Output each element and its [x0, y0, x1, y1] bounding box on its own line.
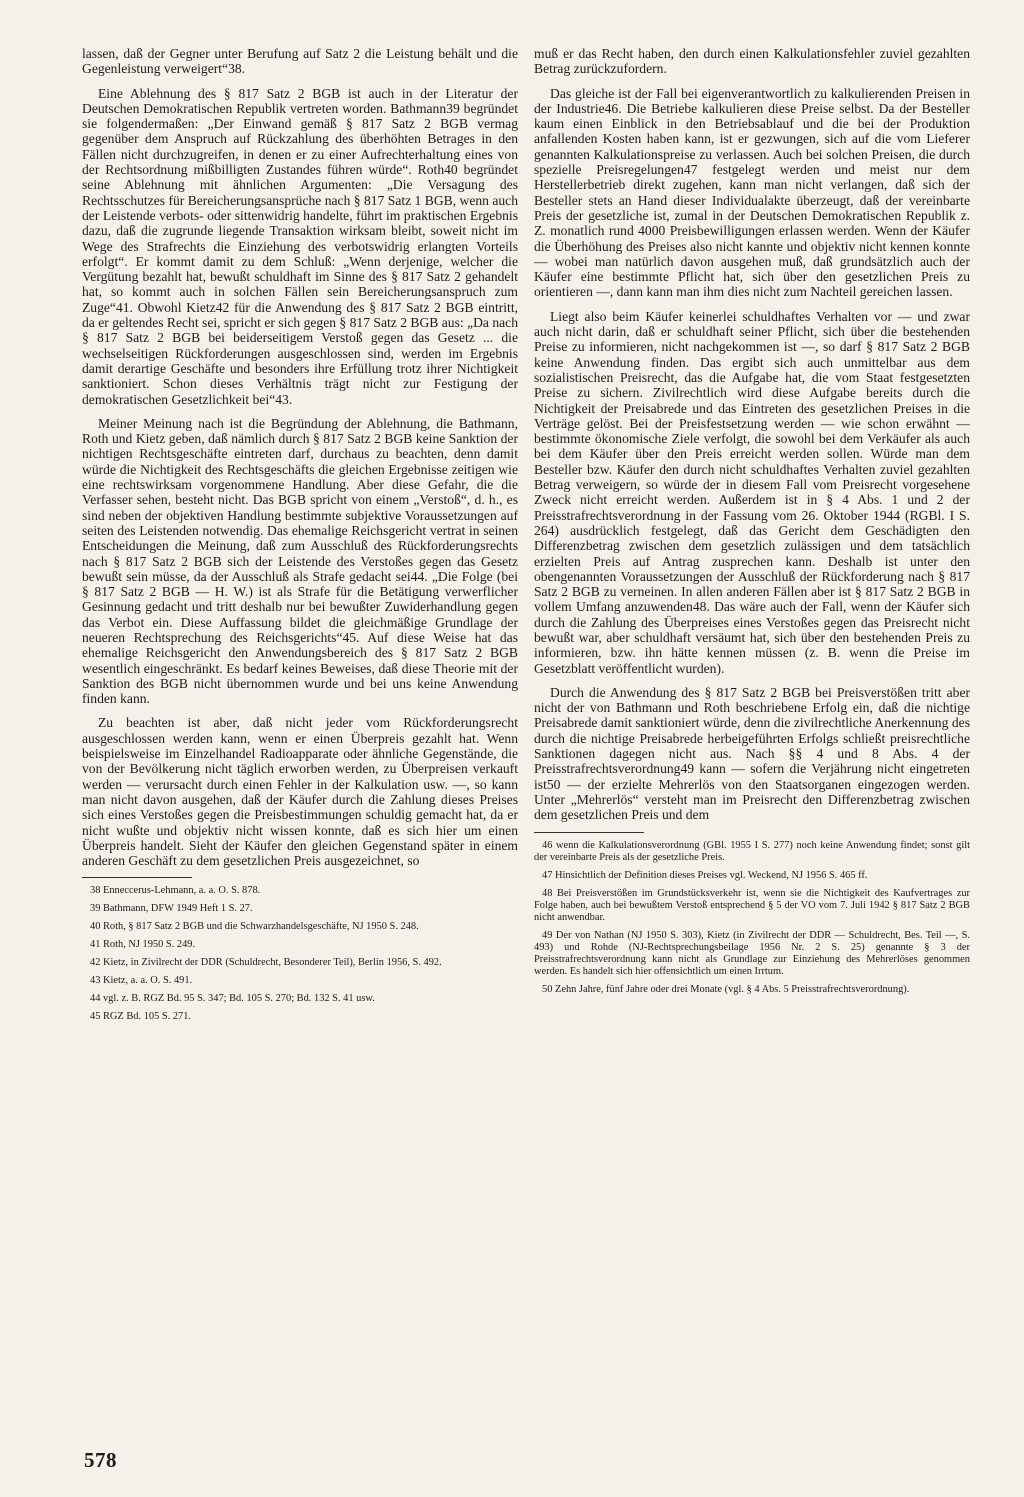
right-body-text	[534, 46, 970, 823]
footnote: 39 Bathmann, DFW 1949 Heft 1 S. 27.	[90, 903, 253, 915]
footnote: 42 Kietz, in Zivilrecht der DDR (Schuldrecht, Besonderer Teil), Berlin 1956, S. 492.	[90, 957, 442, 969]
paragraph: Das gleiche ist der Fall bei eigenverantwortlich zu kalkulierenden Preisen in der Industrie46. Die Betriebe kalkulieren diese Preise selbst. Da der Besteller kaum einen Einblick in den Betriebsablauf und die bei der Produktion anfallenden Kosten haben kann, ist er gezwungen, sich auf die vom Lieferer genannten Kalkulationspreise zu verlassen. Auch bei solchen Preisen, die durch spezielle Preisregelungen47 festgelegt werden und meist nur dem Herstellerbetrieb direkt zugehen, kann man nicht verlangen, daß sich der Besteller stets an Hand dieser Individualakte überzeugt, daß der vereinbarte Preis der gesetzliche ist, zumal in der Deutschen Demokratischen Republik z. Z. monatlich rund 4000 Preisbewilligungen erlassen werden. Wenn der Käufer die Überhöhung des Preises also nicht kannte und objektiv nicht kennen konnte — wobei man natürlich davon ausgehen muß, daß grundsätzlich auch der Käufer eine bestimmte Pflicht hat, sich über den gesetzlichen Preis zu orientieren —, dann kann man ihm dies nicht zum Nachteil gereichen lassen.	[534, 85, 970, 300]
paragraph: muß er das Recht haben, den durch einen Kalkulationsfehler zuviel gezahlten Betrag zurückzufordern.	[534, 46, 970, 77]
paragraph: Meiner Meinung nach ist die Begründung der Ablehnung, die Bathmann, Roth und Kietz geben, daß nämlich durch § 817 Satz 2 BGB keine Sanktion der nichtigen Rechtsgeschäfte eintreten darf, durchaus zu beachten, denn damit würde die Nichtigkeit des Rechtsgeschäfts die gleichen Ergebnisse zeitigen wie eine rechtswirksam vorgenommene Handlung. Aber diese Gefahr, die die Verfasser sehen, besteht nicht. Das BGB spricht von einem „Verstoß“, d. h., es sind neben der objektiven Handlung bestimmte subjektive Voraussetzungen auf seiten des Leistenden notwendig. Das ehemalige Reichsgericht vertrat in seinen Entscheidungen die Meinung, daß zum Ausschluß des Rückforderungsrechts nach § 817 Satz 2 BGB sich der Leistende des Verstoßes gegen das Gesetz bewußt sein müsse, da der Ausschluß als Strafe gedacht sei44. „Die Folge (bei § 817 Satz 2 BGB — H. W.) ist als Strafe für die Betätigung verwerflicher Gesinnung gedacht und tritt deshalb nur bei bewußter Zuwiderhandlung gegen das Verbot ein. Diese Auffassung bildet die gleichmäßige Grundlage der neueren Rechtsprechung des Reichsgerichts“45. Auf diese Weise hat das ehemalige Reichsgericht den Anwendungsbereich des § 817 Satz 2 BGB wesentlich eingeschränkt. Es bedarf keines Beweises, daß diese Theorie mit der Sanktion des BGB nicht übernommen wurde und bei uns keine Anwendung finden kann.	[82, 415, 518, 707]
footnote: 47 Hinsichtlich der Definition dieses Preises vgl. Weckend, NJ 1956 S. 465 ff.	[542, 869, 868, 881]
left-column	[82, 46, 518, 1029]
footnote: 41 Roth, NJ 1950 S. 249.	[90, 939, 196, 951]
footnote: 46 wenn die Kalkulationsverordnung (GBl. 1955 I S. 277) noch keine Anwendung findet; sonst gilt der vereinbarte Preis als der gesetzliche Preis.	[534, 839, 970, 863]
footnote: 40 Roth, § 817 Satz 2 BGB und die Schwarzhandelsgeschäfte, NJ 1950 S. 248.	[90, 921, 419, 933]
footnote: 44 vgl. z. B. RGZ Bd. 95 S. 347; Bd. 105 S. 270; Bd. 132 S. 41 usw.	[90, 993, 375, 1005]
paragraph: lassen, daß der Gegner unter Berufung auf Satz 2 die Leistung behält und die Gegenleistung verweigert“38.	[82, 46, 518, 77]
footnote: 48 Bei Preisverstößen im Grundstücksverkehr ist, wenn sie die Nichtigkeit des Kaufvertrages zur Folge haben, auch bei bewußtem Verstoß entsprechend § 5 der VO vom 7. Juli 1942 § 817 Satz 2 BGB nicht anwendbar.	[534, 887, 970, 923]
footnote: 49 Der von Nathan (NJ 1950 S. 303), Kietz (in Zivilrecht der DDR — Schuldrecht, Bes. Teil —, S. 493) und Rohde (NJ-Rechtsprechungsbeilage 1956 Nr. 2 S. 25) genannte § 3 der Preisstrafrechtsverordnung kann nicht als Grundlage zur Einziehung des Mehrerlöses genommen werden. Es handelt sich hier offensichtlich um einen Irrtum.	[534, 929, 970, 977]
footnote-divider	[82, 877, 192, 878]
paragraph: Liegt also beim Käufer keinerlei schuldhaftes Verhalten vor — und zwar auch nicht darin, daß er schuldhaft seiner Pflicht, sich über die bestehenden Preise zu informieren, nicht nachgekommen ist —, so darf § 817 Satz 2 BGB keine Anwendung finden. Das ergibt sich auch unmittelbar aus dem sozialistischen Preisrecht, das die Aufgabe hat, die vom Staat festgesetzten Preise zu sichern. Zivilrechtlich wird diese Aufgabe bereits durch die Nichtigkeit der Preisabrede und das Eintreten des gesetzlichen Preises in die Verträge gelöst. Bei der Preisfestsetzung werden — wie schon erwähnt — bestimmte ökonomische Ziele verfolgt, die sowohl bei dem Verkäufer als auch bei dem Käufer über den Preis erreicht werden sollen. Würde man dem Besteller bzw. Käufer den durch nicht schuldhaftes Verhalten zuviel gezahlten Betrag verweigern, so würde der in diesem Fall vom Preisrecht vorgesehene Zweck nicht erreicht werden. Außerdem ist in § 4 Abs. 1 und 2 der Preisstrafrechtsverordnung in der Fassung vom 26. Oktober 1944 (RGBl. I S. 264) ausdrücklich festgelegt, daß das Gericht dem Geschädigten den Differenzbetrag zwischen dem gesetzlich zulässigen und dem tatsächlich erzielten Preis auf Antrag zusprechen kann. Deshalb ist unter den obengenannten Voraussetzungen der Ausschluß der Rückforderung nach § 817 Satz 2 BGB zu verneinen. In allen anderen Fällen aber ist § 817 Satz 2 BGB in vollem Umfang anzuwenden48. Das wäre auch der Fall, wenn der Käufer sich durch die Zahlung des Überpreises eines Verstoßes gegen das Preisrecht nicht bewußt war, aber schuldhaft versäumt hat, sich über den bestehenden Preis zu informieren, bzw. ihn hätte kennen müssen (z. B. wenn die Preise im Gesetzblatt veröffentlicht wurden).	[534, 308, 970, 676]
left-body-text	[82, 46, 518, 868]
footnote: 45 RGZ Bd. 105 S. 271.	[90, 1011, 192, 1023]
footnote: 43 Kietz, a. a. O. S. 491.	[90, 975, 193, 987]
footnote: 50 Zehn Jahre, fünf Jahre oder drei Monate (vgl. § 4 Abs. 5 Preisstrafrechtsverordnung).	[542, 983, 910, 995]
page-number: 578	[84, 1448, 117, 1472]
paragraph: Eine Ablehnung des § 817 Satz 2 BGB ist auch in der Literatur der Deutschen Demokratischen Republik vertreten worden. Bathmann39 begründet sie folgendermaßen: „Der Einwand gemäß § 817 Satz 2 BGB vermag gegenüber dem Anspruch auf Rückzahlung des überhöhten Betrages in den Fällen nicht durchzugreifen, in denen er zu einer Aufrechterhaltung eines von der Rechtsordnung mißbilligten Zustandes führen würde“. Roth40 begründet seine Ablehnung mit ähnlichen Argumenten: „Die Versagung des Rechtsschutzes für Bereicherungsansprüche nach § 817 Satz 1 BGB, wenn auch der Leistende verbots- oder sittenwidrig handelte, führt im praktischen Ergebnis dazu, daß die zugrunde liegende Transaktion wirksam bleibt, soweit nicht im Wege des Strafrechts die Einziehung des verbotswidrig erlangten Vorteils erfolgt“. Er kommt damit zu dem Schluß: „Wenn derjenige, welcher die Vergütung bezahlt hat, bewußt schuldhaft im Sinne des § 817 Satz 2 gehandelt hat, so kommt auch in solchen Fällen sein Bereicherungsanspruch zum Zuge“41. Obwohl Kietz42 für die Anwendung des § 817 Satz 2 BGB eintritt, da er geltendes Recht sei, spricht er sich gegen § 817 Satz 2 BGB aus: „Da nach § 817 Satz 2 BGB bei beiderseitigem Verstoß gegen das Gesetz ... die wechselseitigen Rückforderungen ausgeschlossen sind, werden im Ergebnis damit derartige Geschäfte und besonders ihre Erfüllung trotz ihrer Nichtigkeit sanktioniert. Schon dieses Verhältnis trägt nicht zur Festigung der demokratischen Gesetzlichkeit bei“43.	[82, 85, 519, 407]
footnote: 38 Enneccerus-Lehmann, a. a. O. S. 878.	[90, 885, 261, 897]
footnote-divider	[534, 832, 644, 833]
paragraph: Durch die Anwendung des § 817 Satz 2 BGB bei Preisverstößen tritt aber nicht der von Bathmann und Roth beschriebene Erfolg ein, daß die nichtige Preisabrede damit sanktioniert würde, denn die zivilrechtliche Anerkennung des durch die nichtige Preisabrede herbeigeführten Erfolgs schließt preisrechtliche Sanktionen dagegen nicht aus. Nach §§ 4 und 8 Abs. 4 der Preisstrafrechtsverordnung49 kann — sofern die Verjährung nicht eingetreten ist50 — der erzielte Mehrerlös von den Staatsorganen eingezogen werden. Unter „Mehrerlös“ versteht man im Preisrecht den Differenzbetrag zwischen dem gesetzlichen Preis und dem	[534, 684, 970, 823]
paragraph: Zu beachten ist aber, daß nicht jeder vom Rückforderungsrecht ausgeschlossen werden kann, wenn er einen Überpreis gezahlt hat. Wenn beispielsweise im Einzelhandel Radioapparate oder ähnliche Gegenstände, die von der Bevölkerung nicht täglich erworben werden, zu Überpreisen verkauft werden — verursacht durch einen Fehler in der Kalkulation usw. —, so kann man nicht davon ausgehen, daß der Käufer durch die Zahlung dieses Preises sich eines Verstoßes gegen die Preisbestimmungen schuldig gemacht hat, da er nicht wußte und objektiv nicht wissen konnte, daß es sich hier um einen Überpreis handelt. Sieht der Käufer den gleichen Gegenstand später in einem anderen Geschäft zu dem gesetzlichen Preis ausgezeichnet, so	[82, 715, 518, 869]
right-column	[534, 46, 970, 1002]
left-footnotes	[82, 885, 518, 1023]
right-footnotes	[534, 840, 970, 996]
